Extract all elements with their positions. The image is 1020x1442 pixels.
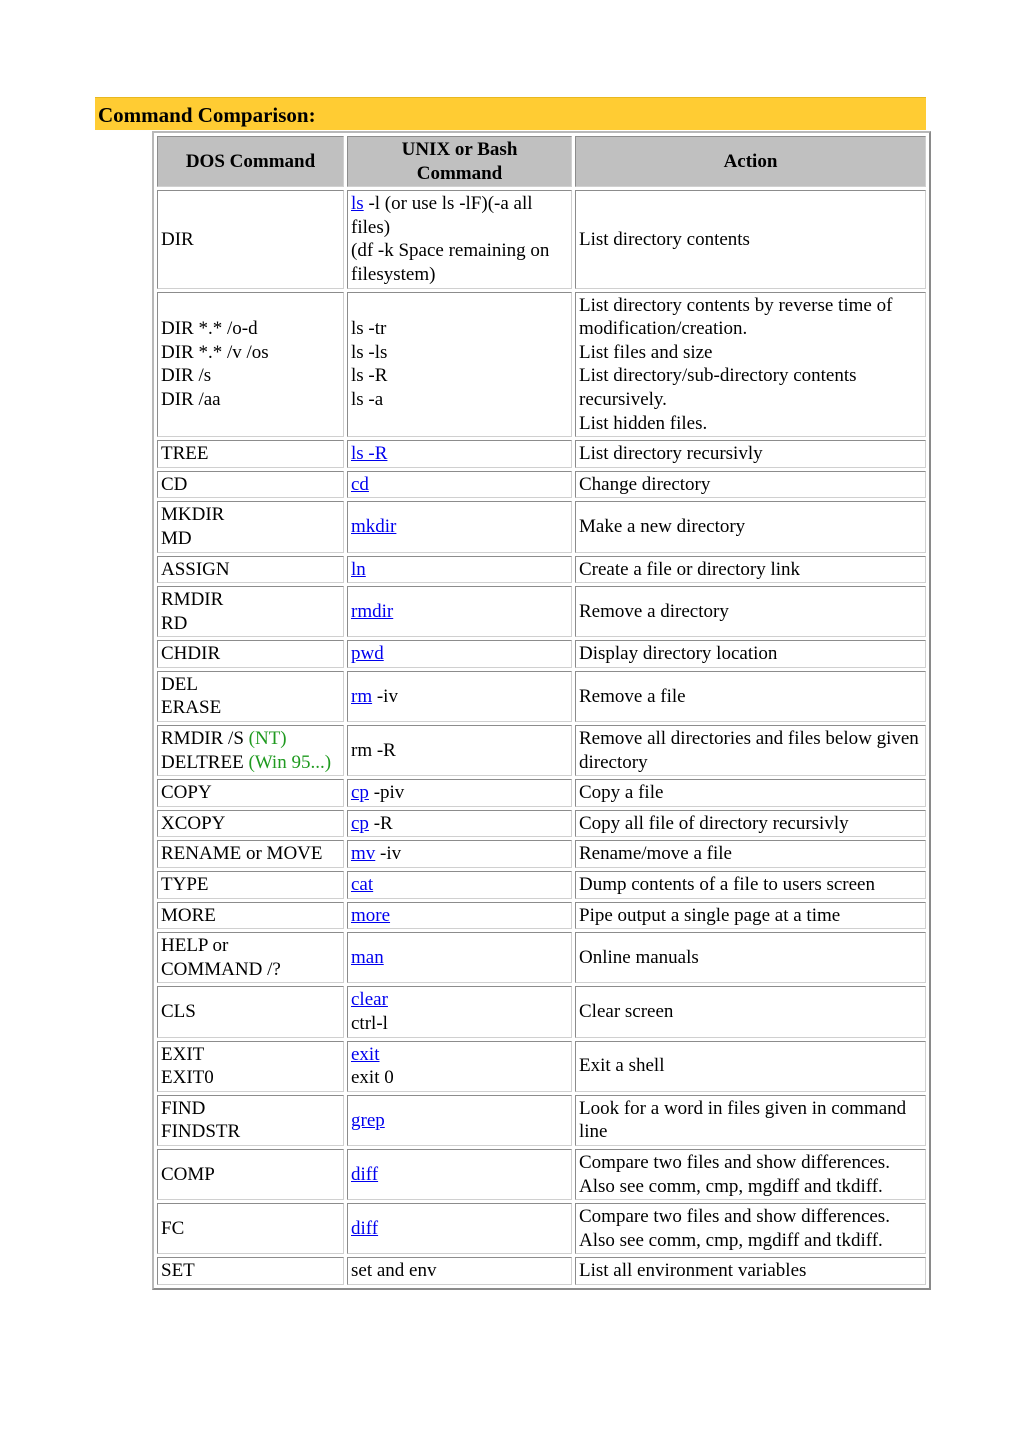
action-text: List hidden files. xyxy=(579,412,708,434)
action-cell xyxy=(575,840,926,868)
table-row xyxy=(157,1095,926,1146)
action-text: Remove a file xyxy=(579,685,686,707)
unix-command-line xyxy=(351,812,568,836)
action-cell xyxy=(575,671,926,722)
action-cell xyxy=(575,640,926,668)
unix-command-cell xyxy=(347,586,572,637)
unix-command-args: -iv xyxy=(375,843,402,865)
unix-command-cell xyxy=(347,640,572,668)
action-text: List files and size xyxy=(579,341,713,363)
unix-command-args: exit 0 xyxy=(351,1067,394,1089)
dos-command-cell xyxy=(157,840,344,868)
dos-command-cell xyxy=(157,902,344,930)
table-header-row xyxy=(157,136,926,187)
os-version-note: (NT) xyxy=(248,728,287,750)
unix-command-cell xyxy=(347,1041,572,1092)
unix-command-cell xyxy=(347,1203,572,1254)
action-text: Make a new directory xyxy=(579,516,746,538)
unix-command-cell xyxy=(347,292,572,438)
unix-command-cell xyxy=(347,1149,572,1200)
unix-command-link[interactable]: diff xyxy=(351,1163,379,1185)
dos-command-text: SET xyxy=(161,1260,195,1282)
unix-command-args: -l (or use ls -lF)(-a all files) xyxy=(351,193,533,238)
dos-command-text: DIR xyxy=(161,228,194,250)
dos-command-cell xyxy=(157,725,344,776)
unix-command-line xyxy=(351,904,568,928)
table-row xyxy=(157,1257,926,1285)
dos-command-text: COMMAND /? xyxy=(161,958,281,980)
unix-command-args: ctrl-l xyxy=(351,1013,388,1034)
action-text: Remove all directories and files below given directory xyxy=(579,728,919,773)
unix-command-line xyxy=(351,192,568,239)
unix-command-cell xyxy=(347,1095,572,1146)
action-cell xyxy=(575,1041,926,1092)
action-cell xyxy=(575,871,926,899)
dos-command-text: CHDIR xyxy=(161,643,221,665)
table-row xyxy=(157,725,926,776)
dos-command-cell xyxy=(157,671,344,722)
unix-command-args: -iv xyxy=(372,685,398,707)
table-row xyxy=(157,779,926,807)
action-cell xyxy=(575,471,926,499)
unix-command-line xyxy=(351,473,568,497)
unix-command-args: (df -k Space remaining on filesystem) xyxy=(351,240,550,285)
action-cell xyxy=(575,779,926,807)
unix-command-line xyxy=(351,685,568,709)
dos-command-text: FIND xyxy=(161,1097,206,1119)
dos-command-text: HELP or xyxy=(161,935,229,957)
unix-command-line xyxy=(351,739,568,763)
action-cell xyxy=(575,1095,926,1146)
unix-command-link[interactable]: ls -R xyxy=(351,443,388,465)
action-text: Compare two files and show differences. Also see comm, cmp, mgdiff and tkdiff. xyxy=(579,1206,890,1251)
dos-command-cell xyxy=(157,640,344,668)
unix-command-cell xyxy=(347,902,572,930)
unix-command-cell xyxy=(347,840,572,868)
dos-command-cell xyxy=(157,1041,344,1092)
unix-command-line xyxy=(351,388,568,412)
dos-command-cell xyxy=(157,1203,344,1254)
table-row xyxy=(157,471,926,499)
unix-command-link[interactable]: cp xyxy=(351,782,369,804)
dos-command-text: CLS xyxy=(161,1001,196,1023)
action-text: Dump contents of a file to users screen xyxy=(579,874,875,896)
unix-command-line xyxy=(351,1066,568,1090)
table-row xyxy=(157,501,926,552)
unix-command-line xyxy=(351,515,568,539)
unix-command-link[interactable]: ln xyxy=(351,558,366,580)
dos-command-cell xyxy=(157,556,344,584)
unix-command-link[interactable]: pwd xyxy=(351,643,384,665)
unix-command-cell xyxy=(347,932,572,983)
action-text: Online manuals xyxy=(579,947,699,969)
unix-command-link[interactable]: ls xyxy=(351,193,364,215)
unix-command-line xyxy=(351,600,568,624)
header-unix-line2: Command xyxy=(416,162,503,184)
dos-command-cell xyxy=(157,586,344,637)
dos-command-cell xyxy=(157,1095,344,1146)
unix-command-line xyxy=(351,558,568,582)
unix-command-args: ls -ls xyxy=(351,341,388,363)
unix-command-link[interactable]: cp xyxy=(351,812,369,834)
dos-command-text xyxy=(161,727,340,751)
action-text: Compare two files and show differences. Also see comm, cmp, mgdiff and tkdiff. xyxy=(579,1151,890,1197)
dos-command-name: RMDIR /S xyxy=(161,728,249,750)
header-dos-command: DOS Command xyxy=(157,136,344,187)
dos-command-text: EXIT0 xyxy=(161,1067,214,1089)
table-row xyxy=(157,810,926,838)
action-cell xyxy=(575,986,926,1037)
unix-command-line xyxy=(351,1012,568,1036)
unix-command-line xyxy=(351,364,568,388)
unix-command-line xyxy=(351,842,568,866)
table-row xyxy=(157,190,926,288)
unix-command-link[interactable]: mkdir xyxy=(351,516,397,538)
action-text: Remove a directory xyxy=(579,600,729,622)
dos-command-cell xyxy=(157,1257,344,1285)
dos-command-cell xyxy=(157,810,344,838)
unix-command-link[interactable]: rmdir xyxy=(351,600,394,622)
action-text: List directory contents by reverse time of modification/creation. xyxy=(579,294,893,340)
unix-command-link[interactable]: cd xyxy=(351,473,369,495)
action-cell xyxy=(575,292,926,438)
dos-command-text: RMDIR xyxy=(161,589,224,611)
unix-command-line xyxy=(351,239,568,286)
table-row xyxy=(157,671,926,722)
unix-command-args: rm -R xyxy=(351,739,396,761)
dos-command-text: MD xyxy=(161,527,192,549)
dos-command-cell xyxy=(157,440,344,468)
action-text: Pipe output a single page at a time xyxy=(579,904,841,926)
unix-command-cell xyxy=(347,440,572,468)
dos-command-text: DIR *.* /v /os xyxy=(161,341,269,363)
unix-command-line xyxy=(351,988,568,1012)
unix-command-line xyxy=(351,1109,568,1133)
action-text: List directory recursivly xyxy=(579,443,763,465)
header-action: Action xyxy=(575,136,926,187)
dos-command-text: DEL xyxy=(161,673,198,695)
action-cell xyxy=(575,1149,926,1200)
unix-command-line xyxy=(351,946,568,970)
action-cell xyxy=(575,586,926,637)
unix-command-cell xyxy=(347,986,572,1037)
unix-command-link[interactable]: grep xyxy=(351,1109,385,1131)
dos-command-text: ERASE xyxy=(161,697,222,719)
unix-command-link[interactable]: diff xyxy=(351,1217,379,1239)
table-row xyxy=(157,1149,926,1200)
table-body xyxy=(157,190,926,1285)
unix-command-line xyxy=(351,642,568,666)
table-row xyxy=(157,292,926,438)
unix-command-line xyxy=(351,1043,568,1067)
unix-command-args: ls -a xyxy=(351,388,384,410)
dos-command-name: DELTREE xyxy=(161,751,249,773)
table-row xyxy=(157,556,926,584)
dos-command-text: FINDSTR xyxy=(161,1121,241,1143)
dos-command-cell xyxy=(157,1149,344,1200)
dos-command-text: DIR *.* /o-d xyxy=(161,318,258,340)
unix-command-cell xyxy=(347,671,572,722)
unix-command-link[interactable]: rm xyxy=(351,685,373,707)
table-row xyxy=(157,871,926,899)
dos-command-cell xyxy=(157,471,344,499)
action-text: Exit a shell xyxy=(579,1055,665,1077)
section-header-bar xyxy=(95,97,926,130)
dos-command-text: TYPE xyxy=(161,874,209,896)
dos-command-text: RD xyxy=(161,612,188,634)
unix-command-cell xyxy=(347,471,572,499)
action-text: Look for a word in files given in command line xyxy=(579,1097,907,1143)
action-text: Copy a file xyxy=(579,782,664,804)
dos-command-text xyxy=(161,751,340,775)
unix-command-line xyxy=(351,442,568,466)
action-cell xyxy=(575,1257,926,1285)
unix-command-link[interactable]: more xyxy=(351,904,391,926)
dos-command-text: CD xyxy=(161,473,188,495)
action-cell xyxy=(575,501,926,552)
dos-command-cell xyxy=(157,932,344,983)
section-title: Command Comparison: xyxy=(98,103,316,127)
dos-command-text: COPY xyxy=(161,782,212,804)
action-text: Rename/move a file xyxy=(579,843,732,865)
action-text: Change directory xyxy=(579,473,711,495)
dos-command-cell xyxy=(157,986,344,1037)
unix-command-cell xyxy=(347,190,572,288)
action-cell xyxy=(575,902,926,930)
unix-command-line xyxy=(351,317,568,341)
unix-command-link[interactable]: mv xyxy=(351,843,376,865)
table-row xyxy=(157,932,926,983)
action-cell xyxy=(575,556,926,584)
action-text: List all environment variables xyxy=(579,1260,807,1282)
dos-command-cell xyxy=(157,501,344,552)
action-text: List directory/sub-directory contents recursively. xyxy=(579,365,857,410)
action-text: Display directory location xyxy=(579,643,778,665)
table-row xyxy=(157,586,926,637)
unix-command-line xyxy=(351,781,568,805)
unix-command-cell xyxy=(347,810,572,838)
unix-command-cell xyxy=(347,725,572,776)
table-row xyxy=(157,640,926,668)
header-unix-command xyxy=(347,136,572,187)
unix-command-cell xyxy=(347,871,572,899)
unix-command-link[interactable]: clear xyxy=(351,989,388,1011)
action-cell xyxy=(575,1203,926,1254)
unix-command-line xyxy=(351,1217,568,1241)
unix-command-line xyxy=(351,341,568,365)
unix-command-args: set and env xyxy=(351,1260,437,1282)
unix-command-cell xyxy=(347,501,572,552)
action-cell xyxy=(575,810,926,838)
dos-command-text: RENAME or MOVE xyxy=(161,843,323,865)
dos-command-text: MKDIR xyxy=(161,504,225,526)
table-row xyxy=(157,840,926,868)
dos-command-cell xyxy=(157,871,344,899)
dos-command-text: TREE xyxy=(161,443,209,465)
command-comparison-table xyxy=(152,131,931,1290)
dos-command-cell xyxy=(157,190,344,288)
dos-command-text: DIR /aa xyxy=(161,388,221,410)
unix-command-link[interactable]: exit xyxy=(351,1043,380,1065)
unix-command-line xyxy=(351,1259,568,1283)
unix-command-args: ls -R xyxy=(351,365,388,387)
os-version-note: (Win 95...) xyxy=(248,751,332,773)
unix-command-cell xyxy=(347,779,572,807)
unix-command-cell xyxy=(347,556,572,584)
action-cell xyxy=(575,440,926,468)
action-text: Copy all file of directory recursivly xyxy=(579,812,849,834)
table-row xyxy=(157,902,926,930)
table-row xyxy=(157,440,926,468)
table-row xyxy=(157,1203,926,1254)
dos-command-text: ASSIGN xyxy=(161,558,230,580)
action-text: Create a file or directory link xyxy=(579,558,801,580)
table-row xyxy=(157,986,926,1037)
unix-command-cell xyxy=(347,1257,572,1285)
dos-command-cell xyxy=(157,779,344,807)
dos-command-text: DIR /s xyxy=(161,365,212,387)
action-cell xyxy=(575,190,926,288)
unix-command-args: -R xyxy=(368,812,393,834)
unix-command-args: ls -tr xyxy=(351,318,387,340)
dos-command-text: FC xyxy=(161,1217,185,1239)
action-cell xyxy=(575,725,926,776)
unix-command-link[interactable]: man xyxy=(351,947,384,969)
unix-command-args: -piv xyxy=(368,782,405,804)
table-row xyxy=(157,1041,926,1092)
dos-command-cell xyxy=(157,292,344,438)
dos-command-text: XCOPY xyxy=(161,812,226,834)
unix-command-line xyxy=(351,873,568,897)
header-unix-line1: UNIX or Bash xyxy=(401,139,518,160)
dos-command-text: MORE xyxy=(161,904,216,926)
dos-command-text: COMP xyxy=(161,1163,215,1185)
unix-command-line xyxy=(351,1163,568,1187)
unix-command-link[interactable]: cat xyxy=(351,874,374,896)
action-cell xyxy=(575,932,926,983)
action-text: Clear screen xyxy=(579,1001,674,1023)
action-text: List directory contents xyxy=(579,228,750,250)
dos-command-text: EXIT xyxy=(161,1043,205,1065)
